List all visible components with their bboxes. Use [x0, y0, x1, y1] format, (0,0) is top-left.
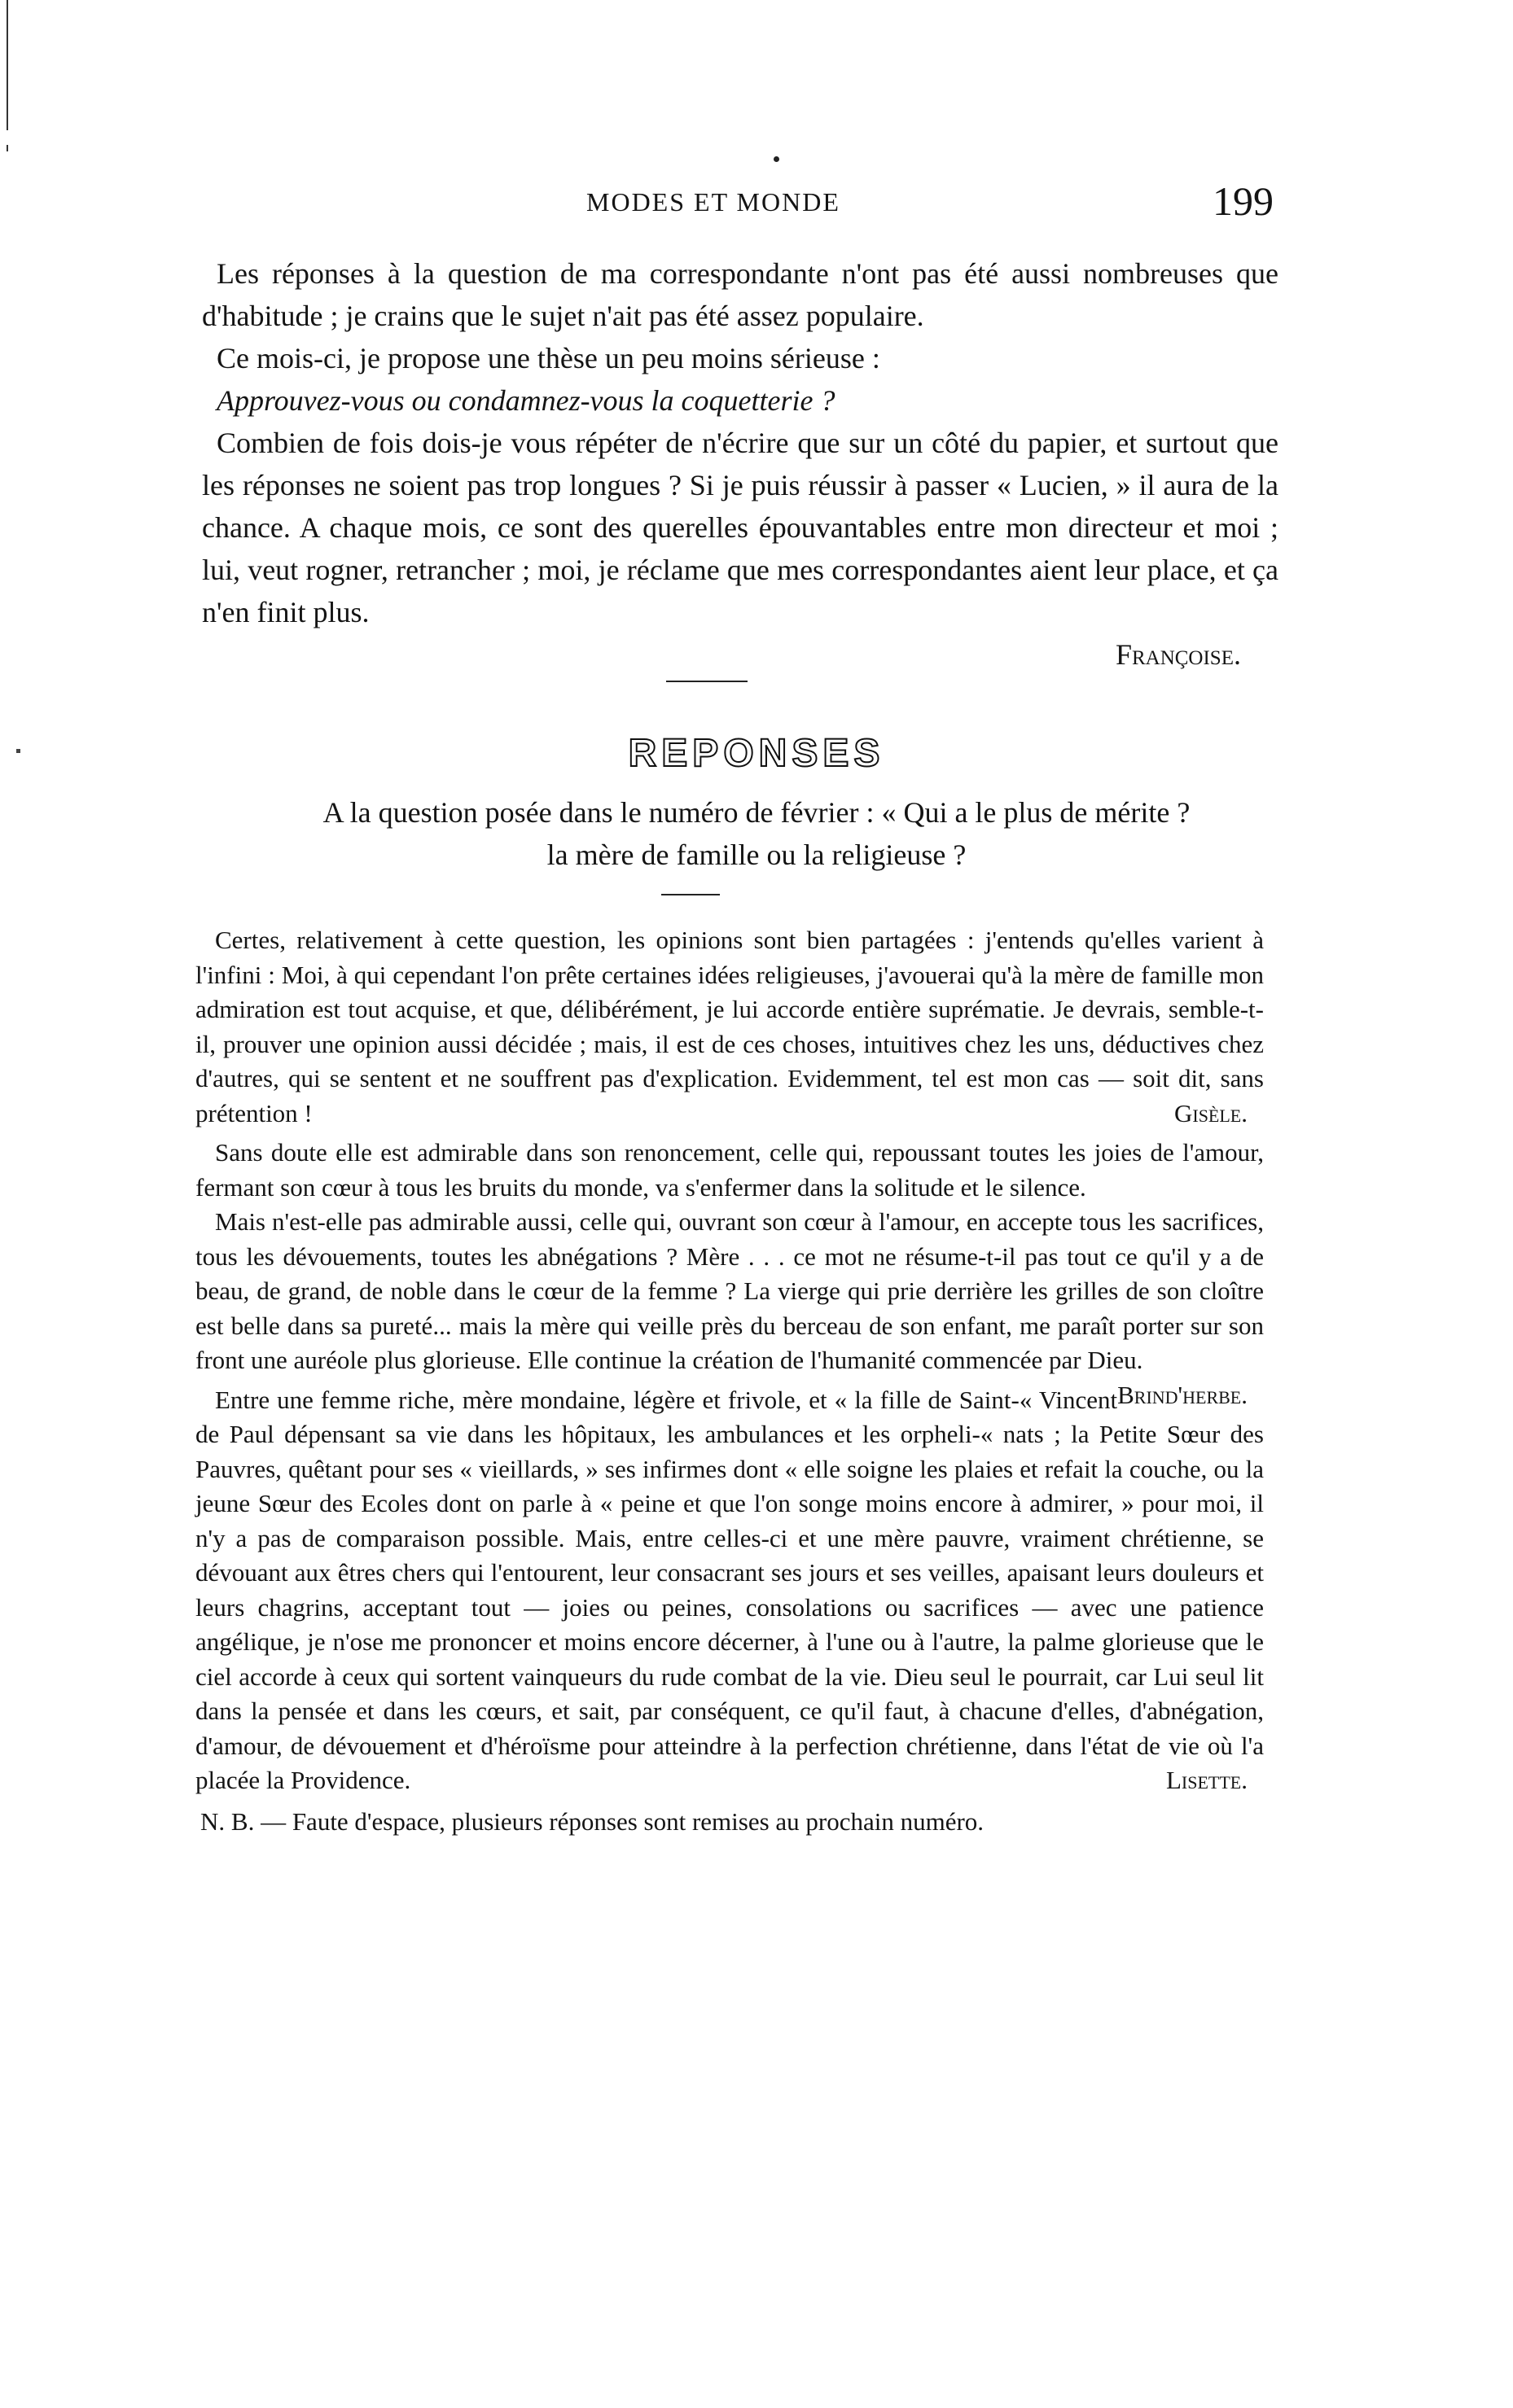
response-text: Sans doute elle est admirable dans son renoncement, celle qui, repoussant toutes les joies de l'amour, fermant son cœur à tous les bruits du monde, va s'enfermer dans la solitude et le silence.: [195, 1138, 1264, 1202]
divider-rule-2: [661, 894, 720, 895]
divider-rule-1: [666, 681, 748, 682]
response-signature: Gisèle.: [1173, 1098, 1248, 1127]
editor-note: N. B. — Faute d'espace, plusieurs réponses sont remises au prochain numéro.: [200, 1806, 985, 1836]
section-title: REPONSES: [628, 732, 885, 775]
response-signature: Brind'herbe.: [1117, 1380, 1248, 1409]
response-text: Certes, relativement à cette question, les opinions sont bien partagées : j'entends qu'elles varient à l'infini : Moi, à qui cependant l'on prête certaines idées religieuses, j'avouerai qu'à la mère de famille mon admiration est tout acquise, et que, délibérément, je lui accorde entière suprématie. Je devrais, semble-t-il, prouver une opinion aussi décidée ; mais, il est de ces choses, intuitives chez les uns, déductives chez d'autres, qui se sentent et ne souffrent pas d'explication. Evidemment, tel est mon cas — soit dit, sans prétention !: [195, 926, 1264, 1127]
page-edge-line: [7, 0, 8, 130]
responses-section: [195, 923, 1264, 1839]
intro-section: [202, 252, 1278, 676]
running-head: MODES ET MONDE: [586, 187, 840, 217]
intro-question: Approuvez-vous ou condamnez-vous la coquetterie ?: [217, 384, 835, 417]
page-edge-mark: [7, 145, 8, 151]
intro-paragraph-3: Combien de fois dois-je vous répéter de n'écrire que sur un côté du papier, et surtout que les réponses ne soient pas trop longues ? Si je puis réussir à passer « Lucien, » il aura de la chance. A chaque mois, ce sont des querelles épouvantables entre mon directeur et moi ; lui, veut rogner, retrancher ; moi, je réclame que mes correspondantes aient leur place, et ça n'en finit plus.: [202, 427, 1278, 628]
response-paragraph: [195, 1136, 1264, 1205]
response-signature: Lisette.: [1165, 1766, 1248, 1794]
page-header: [202, 178, 1278, 231]
page-number: 199: [1213, 178, 1274, 224]
response-paragraph: [195, 1383, 1264, 1798]
response-text: Mais n'est-elle pas admirable aussi, celle qui, ouvrant son cœur à l'amour, en accepte tous les sacrifices, tous les dévouements, toutes les abnégations ? Mère . . . ce mot ne résume-t-il pas tout ce qu'il y a de beau, de grand, de noble dans le cœur de la femme ? La vierge qui prie derrière les grilles de son cloître est belle dans sa pureté... mais la mère qui veille près du berceau de son enfant, me paraît porter sur son front une auréole plus glorieuse. Elle continue la création de l'humanité commencée par Dieu.: [195, 1207, 1264, 1374]
intro-paragraph-2: Ce mois-ci, je propose une thèse un peu moins sérieuse :: [217, 342, 880, 374]
section-subtitle-line-2: la mère de famille ou la religieuse ?: [546, 838, 967, 871]
response-text: Entre une femme riche, mère mondaine, légère et frivole, et « la fille de Saint-« Vincent de Paul dépensant sa vie dans les hôpitaux, les ambulances et les orpheli-« nats ; la Petite Sœur des Pauvres, quêtant pour ses « vieillards, » ses infirmes dont « elle soigne les plaies et refait la couche, ou la jeune Sœur des Ecoles dont on parle à « peine et que l'on songe moins encore à admirer, » pour moi, il n'y a pas de comparaison possible. Mais, entre celles-ci et une mère pauvre, vraiment chrétienne, se dévouant aux êtres chers qui l'entourent, leur consacrant ses jours et ses veilles, apaisant leurs douleurs et leurs chagrins, acceptant tout — joies ou peines, consolations ou sacrifices — avec une patience angélique, je n'ose me prononcer et moins encore décerner, à l'une ou à l'autre, la palme glorieuse que le ciel accorde à ceux qui sortent vainqueurs du rude combat de la vie. Dieu seul le pourrait, car Lui seul lit dans la pensée et dans les cœurs, et sait, par conséquent, ce qu'il faut, à chacune d'elles, d'abnégation, d'amour, de dévouement et d'héroïsme pour atteindre à la perfection chrétienne, dans l'état de vie où l'a placée la Providence.: [195, 1385, 1264, 1794]
top-ink-dot: [774, 156, 779, 162]
intro-paragraph-1: Les réponses à la question de ma correspondante n'ont pas été aussi nombreuses que d'habitude ; je crains que le sujet n'ait pas été assez populaire.: [202, 257, 1278, 332]
response-paragraph: [195, 923, 1264, 1131]
section-subtitle-line-1: A la question posée dans le numéro de février : « Qui a le plus de mérite ?: [322, 796, 1191, 829]
intro-signature: Françoise.: [1115, 638, 1241, 671]
response-paragraph: [195, 1205, 1264, 1409]
